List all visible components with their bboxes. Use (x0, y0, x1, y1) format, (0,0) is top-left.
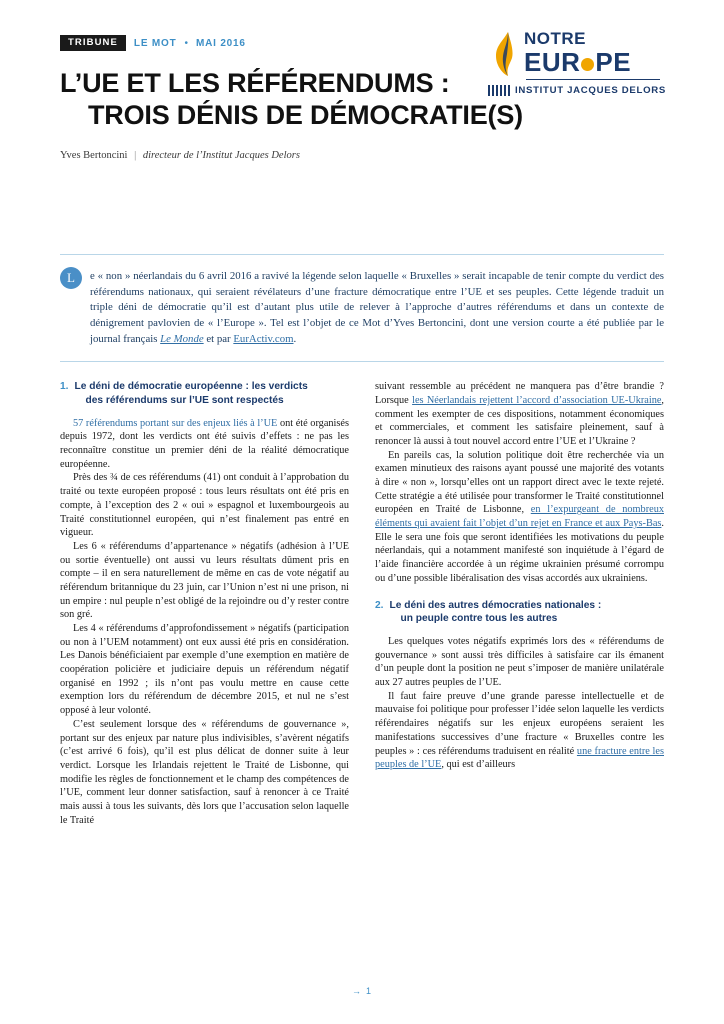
section-1-title-line-1: Le déni de démocratie européenne : les verdicts (74, 381, 308, 393)
paragraph-part-1: En pareils cas, la solution politique doit être recherchée via un examen minutieux des raisons ayant poussé une majorité des votants à dire « non », lorsqu’elles ont un rapport direct avec le texte rejeté. Cette stratégie a été utilisée pour transformer le Traité constitutionnel européen en Traité de Lisbonne, (375, 449, 664, 516)
publication-date: MAI 2016 (196, 37, 246, 49)
title-line-1: L’UE ET LES RÉFÉRENDUMS : (60, 68, 450, 98)
flame-icon (494, 32, 520, 76)
paragraph (375, 449, 664, 586)
paragraph-continuation (375, 380, 664, 448)
section-1-title-line-2: des référendums sur l’UE sont respectés (85, 394, 284, 406)
logo-notre-text: NOTRE (524, 29, 586, 48)
section-1-number: 1. (60, 381, 69, 393)
highlight-57-referendums: 57 référendums portant sur des enjeux liés à l’UE (73, 417, 278, 429)
byline (60, 150, 664, 161)
section-2-number: 2. (375, 599, 384, 611)
logo-europe-text-a: EUR (524, 47, 581, 77)
continuation-part-1: suivant ressemble au précédent ne manquera pas d’être brandie ? Lorsque (375, 381, 664, 406)
bars-icon (488, 85, 510, 96)
logo-europe-text-b: PE (595, 47, 632, 77)
page-number: 1 (365, 986, 372, 996)
arrow-icon: → (351, 986, 362, 996)
paragraph: Les 4 « référendums d’approfondissement » négatifs (participation ou non à l’UEM notamment) ont eux aussi été pris en considération. Les Danois bénéficiaient par exemple d’une exemption en matière de coopération policière et judiciaire depuis un référendum négatif organisé en 1992 ; ils n’ont pas voulu mettre en cause cette exemption lors du référendum de décembre 2015, et nul ne s’est opposé à leur volonté. (60, 623, 349, 717)
author-name: Yves Bertoncini (60, 149, 128, 161)
drop-cap: L (60, 267, 82, 289)
logo-divider (526, 79, 660, 80)
paragraph-part-2: , qui est d’ailleurs (441, 759, 516, 771)
paragraph: C’est seulement lorsque des « référendums de gouvernance », portant sur des enjeux par nature plus indivisibles, s’avèrent négatifs (c’est arrivé 6 fois), qu’il est plus délicat de donner suite à leur verdict. Lorsque les Irlandais rejettent le Traité de Lisbonne, qui modifie les règles de fonctionnement et le champ des compétences de l’UE, comment leur donner satisfaction, sauf à renoncer à ce Traité mais aussi à tous les suivants, dès lors que l’accusation selon laquelle le Traité (60, 718, 349, 826)
logo (486, 30, 666, 96)
section-2-title (390, 599, 602, 627)
logo-subtitle-row (488, 85, 666, 96)
paragraph-text: ont été organisés depuis 1972, dont les verdicts ont été suivis d’effets : ne pas les reconnaître constitue un premier déni de la réalité démocratique européenne. (60, 417, 349, 470)
section-1-title (75, 380, 308, 408)
page-header (0, 0, 724, 196)
paragraph: Les 6 « référendums d’appartenance » négatifs (adhésion à l’UE ou sortie éventuelle) ont aussi vu leurs résultats dûment pris en compte – il en sera naturellement de même en cas de vote négatif au référendum britannique du 23 juin, car l’Union n’est ni une prison, ni un empire : nul peuple n’est obligé de la rejoindre ou d’y rester contre son gré. (60, 540, 349, 621)
section-2-title-line-1: Le déni des autres démocraties nationales : (389, 599, 602, 611)
section-2-title-line-2: un peuple contre tous les autres (400, 613, 558, 625)
column-left (60, 380, 349, 827)
byline-separator: | (134, 149, 137, 161)
intro-text-part-3: . (293, 332, 297, 345)
page-title (60, 68, 530, 132)
logo-europe-row (524, 49, 666, 75)
link-fracture-peuples[interactable]: une fracture entre les peuples de l’UE (375, 745, 664, 771)
intro-text-part-1: e « non » néerlandais du 6 avril 2016 a ravivé la légende selon laquelle « Bruxelles » serait incapable de tenir compte du verdict des référendums nationaux, qui seraient révélateurs d’une fracture démocratique entre l’UE et ses peuples. Cette légende traduit un triple déni de démocratie qu’il est d’autant plus utile de relever à l’approche d’autres référendums et dans un contexte de dénigrement pavlovien de « l’Europe ». Tel est l’objet de ce Mot d’Yves Bertoncini, dont une version courte a été publiée par le journal français (90, 270, 664, 345)
kicker-label: LE MOT (133, 37, 177, 49)
intro-text-part-2: et par (203, 332, 234, 345)
orange-dot-icon (581, 58, 594, 71)
paragraph-part-2: . Elle le sera une fois que seront identifiées les motivations du peuple néerlandais, qui a notamment manifesté son inquiétude à l’égard de l’aide financière accordée à un régime ukrainien présumé corrompu ou d’une possible libéralisation des visas accordés aux ukrainiens. (375, 518, 664, 584)
section-1-heading (60, 380, 349, 408)
title-line-2: TROIS DÉNIS DE DÉMOCRATIE(S) (88, 99, 523, 130)
paragraph (375, 690, 664, 772)
author-role: directeur de l’Institut Jacques Delors (142, 149, 300, 161)
link-expurgeant-traite[interactable]: en l’expurgeant de nombreux éléments qui avaient fait l’objet d’un rejet en France et aux Pays-Bas (375, 504, 664, 530)
paragraph (60, 417, 349, 472)
intro-block (60, 254, 664, 362)
paragraph: Les quelques votes négatifs exprimés lors des « référendums de gouvernance » sont aussi très difficiles à satisfaire car ils émanent d’un peuple dont la position ne peut s’imposer de manière unilatérale aux 27 autres peuples de l’UE. (375, 636, 664, 689)
paragraph-part-1: Il faut faire preuve d’une grande paresse intellectuelle et de mauvaise foi politique pour professer l’idée selon laquelle les verdicts référendaires négatifs sur les enjeux européens seraient les manifestations successives d’une fracture « Bruxelles contre les peuples » : ces référendums traduisent en réalité (375, 690, 664, 757)
intro-text (60, 269, 664, 347)
link-le-monde[interactable]: Le Monde (160, 332, 204, 345)
continuation-part-2: , comment les exempter de ces dispositions, notamment économiques et commerciales, et comment les satisfaire pleinement, sauf à renoncer là aussi à tout nouvel accord entre l’UE et l’Ukraine ? (375, 394, 664, 447)
column-right (375, 380, 664, 827)
link-euractiv[interactable]: EurActiv.com (233, 332, 294, 345)
paragraph: Près des ¾ de ces référendums (41) ont conduit à l’approbation du traité ou texte européen proposé : tous leurs résultats ont été pris en compte, à l’exception des 2 « oui » espagnol et luxembourgeois au Traité constitutionnel européen, qui n’est finalement pas entré en vigueur. (60, 472, 349, 539)
link-accord-ue-ukraine[interactable]: les Néerlandais rejettent l’accord d’association UE-Ukraine (412, 394, 662, 406)
section-2-heading (375, 599, 664, 627)
logo-institute-text: INSTITUT JACQUES DELORS (515, 85, 666, 96)
tribune-badge: TRIBUNE (60, 35, 126, 51)
kicker-separator: • (184, 37, 189, 49)
body-columns (60, 380, 664, 827)
page-footer (0, 986, 724, 996)
